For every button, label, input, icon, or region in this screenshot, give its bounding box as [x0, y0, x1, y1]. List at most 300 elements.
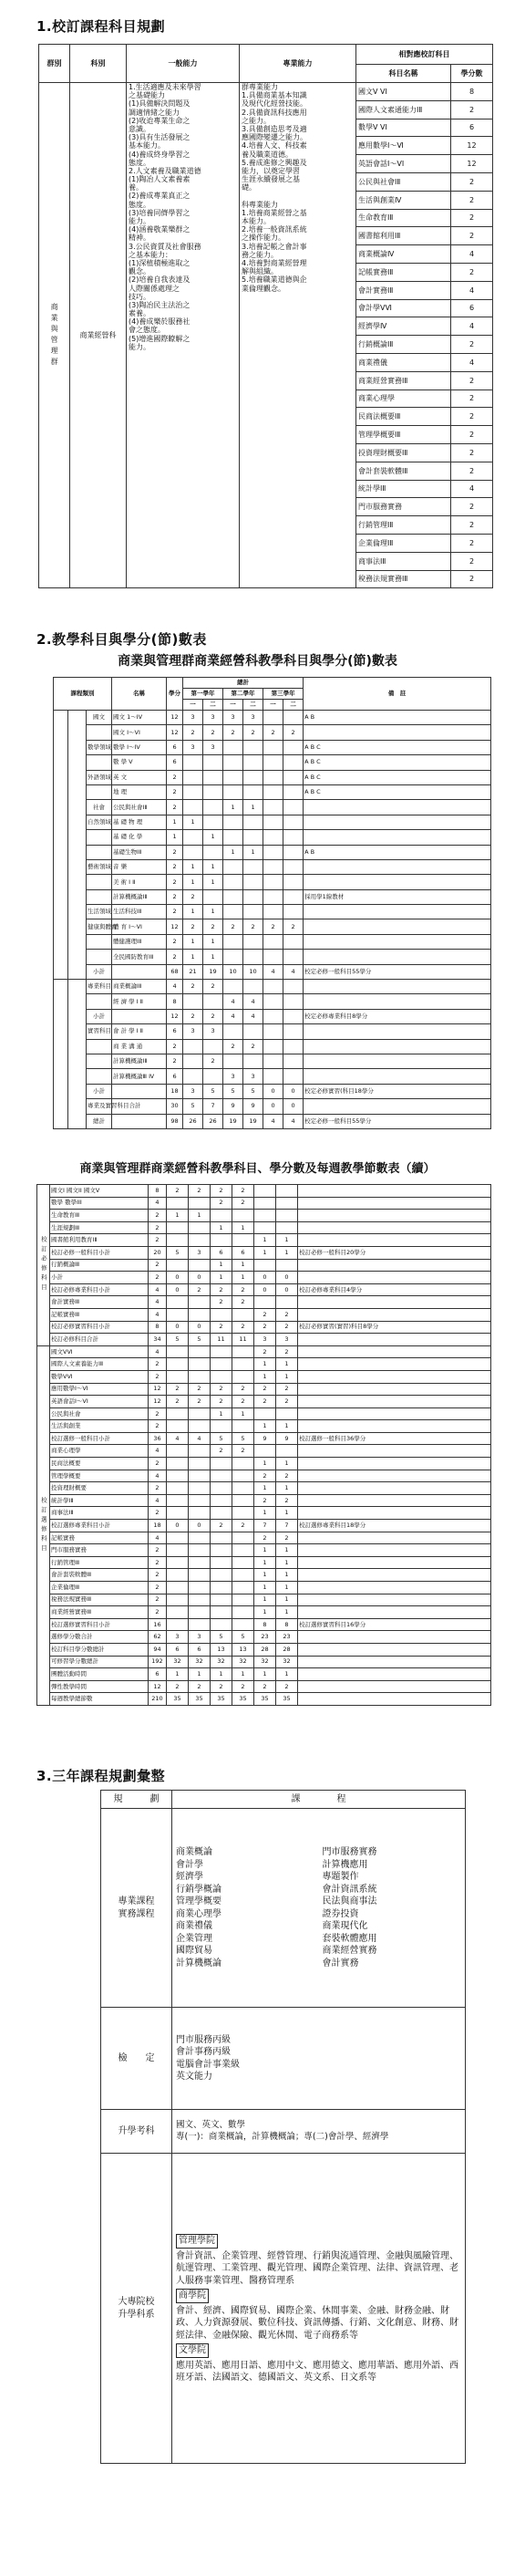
s2b-cell: 18: [149, 1520, 167, 1532]
s2b-cell: 35: [189, 1693, 211, 1706]
s2b-cell: [189, 1507, 211, 1520]
s2-remark: A B C: [304, 740, 491, 754]
course-name: 商業禮儀: [356, 353, 451, 371]
s2b-cell: [276, 1197, 298, 1210]
s2b-row: [37, 1407, 491, 1420]
s2b-row: [37, 1520, 491, 1532]
s2b-cell: 1: [254, 1556, 276, 1569]
s2b-cell: 1: [254, 1358, 276, 1371]
s2-remark: A B C: [304, 784, 491, 799]
s2-cell: 2: [167, 934, 183, 949]
s2b-cell: 11: [211, 1334, 232, 1346]
s2b-cell: 3: [167, 1631, 189, 1644]
s2b-cell: 210: [149, 1693, 167, 1706]
s2b-cell: [167, 1618, 189, 1631]
s2b-cell: 0: [189, 1520, 211, 1532]
s2b-subject: 商事法ⅠⅡ: [50, 1507, 149, 1520]
s2b-subject: 民商法概要: [50, 1458, 149, 1470]
s2b-row: [37, 1370, 491, 1383]
s2b-cell: 1: [254, 1246, 276, 1259]
course-name: 會計實務ⅠⅡ: [356, 281, 451, 299]
s2b-row: [37, 1197, 491, 1210]
s2b-cell: 0: [167, 1283, 189, 1296]
s2-cell: 1: [183, 859, 203, 874]
s2-row: [54, 770, 491, 784]
s2-cell: 1: [203, 830, 223, 845]
group-name: 商業與管理群: [39, 83, 70, 588]
s2b-cell: 35: [254, 1693, 276, 1706]
course-credit: 12: [451, 137, 493, 155]
s2-term: 二: [283, 700, 304, 711]
course-credit: 6: [451, 299, 493, 317]
s2-grade-1: 第一學年: [183, 689, 223, 700]
s2b-cell: 2: [254, 1470, 276, 1482]
s2b-cell: [211, 1582, 232, 1594]
s2-cell: 3: [243, 711, 263, 725]
s2b-remark: 校訂選修實習科目16學分: [298, 1618, 491, 1631]
s2b-cell: 2: [149, 1210, 167, 1222]
s2b-cell: 2: [167, 1396, 189, 1408]
header-general: 一般能力: [127, 45, 240, 83]
course-credit: 2: [451, 336, 493, 354]
s2-cell: [183, 784, 203, 799]
course-credit: 4: [451, 353, 493, 371]
course-credit: 2: [451, 227, 493, 245]
course-row: [39, 83, 493, 101]
course-name: 統計學ⅠⅡ: [356, 480, 451, 498]
s2b-cell: [211, 1494, 232, 1507]
s2-remark: [304, 919, 491, 934]
s2-cell: 2: [183, 980, 203, 994]
s2b-cell: [232, 1308, 254, 1321]
s2b-cell: [211, 1532, 232, 1544]
s2b-subject: 企業倫理ⅠⅡ: [50, 1582, 149, 1594]
s2b-cell: [232, 1358, 254, 1371]
s2b-cell: 8: [276, 1618, 298, 1631]
s2-cell: [203, 1069, 223, 1084]
s2b-cell: 32: [167, 1656, 189, 1668]
s2-remark: [304, 994, 491, 1009]
course-credit: 2: [451, 390, 493, 408]
s2-cell: 7: [203, 1099, 223, 1114]
s2b-cell: [211, 1544, 232, 1557]
s2b-subject: 校訂必修實習科目小計: [50, 1321, 149, 1334]
s2b-cell: [211, 1569, 232, 1582]
s2-row: [54, 964, 491, 979]
s2b-remark: [298, 1334, 491, 1346]
s2b-cell: 2: [189, 1396, 211, 1408]
s2b-remark: [298, 1631, 491, 1644]
s2b-cell: 192: [149, 1656, 167, 1668]
s2-subject: [112, 1114, 167, 1128]
s2b-cell: 2: [254, 1383, 276, 1396]
s2b-subject: 記帳實務: [50, 1532, 149, 1544]
header-group: 群別: [39, 45, 70, 83]
s2-cell: [263, 755, 283, 770]
s2b-cell: [276, 1185, 298, 1198]
s2b-cell: [232, 1370, 254, 1383]
s2b-cell: [254, 1259, 276, 1272]
s2-subcat: [87, 1054, 112, 1068]
s2-cell: 5: [203, 1084, 223, 1098]
s2b-cell: 1: [276, 1668, 298, 1681]
s2-subcat: [87, 1039, 112, 1054]
s2-cell: [243, 1024, 263, 1039]
s2b-remark: [298, 1532, 491, 1544]
s2b-remark: [298, 1507, 491, 1520]
s2-subcat: [87, 1069, 112, 1084]
s2-cell: [223, 950, 243, 964]
course-name: 記帳實務ⅠⅡ: [356, 263, 451, 281]
s2-cell: [243, 830, 263, 845]
s2b-subject: 會計套裝軟體ⅠⅡ: [50, 1569, 149, 1582]
s2b-cell: [167, 1407, 189, 1420]
s2-cell: [243, 784, 263, 799]
s2b-cell: 36: [149, 1432, 167, 1445]
s2-cell: [223, 1054, 243, 1068]
s2-subject: [112, 1084, 167, 1098]
s2-cell: [263, 770, 283, 784]
s2b-cell: [189, 1458, 211, 1470]
s2b-cell: 1: [232, 1259, 254, 1272]
s2-cell: 2: [263, 919, 283, 934]
s2b-cell: 0: [167, 1321, 189, 1334]
s2b-cell: [232, 1606, 254, 1619]
course-name: 投資理財概要ⅠⅡ: [356, 443, 451, 462]
s2b-cell: 1: [276, 1482, 298, 1495]
course-name: 會計套裝軟體ⅠⅡ: [356, 462, 451, 480]
s2-cell: [263, 1024, 283, 1039]
s2b-cell: 2: [149, 1221, 167, 1234]
s2b-cell: [254, 1197, 276, 1210]
s2-remark: 校定必修專業科目8學分: [304, 1009, 491, 1023]
s2b-cell: [167, 1420, 189, 1433]
s2b-cell: [167, 1259, 189, 1272]
s2b-cell: 1: [254, 1420, 276, 1433]
s2b-cell: 35: [232, 1693, 254, 1706]
s2-cell: [223, 755, 243, 770]
s2-subcat: [87, 845, 112, 859]
s2b-cell: [189, 1345, 211, 1358]
s2b-remark: [298, 1544, 491, 1557]
s2-cell: 2: [183, 889, 203, 904]
s2-subject: 數 學 Ⅴ: [112, 755, 167, 770]
s2-cell: [283, 770, 304, 784]
s2b-remark: [298, 1272, 491, 1284]
s2b-cell: [232, 1507, 254, 1520]
s2b-subject: 數學VⅥ: [50, 1370, 149, 1383]
s2-grade-3: 第三學年: [263, 689, 304, 700]
s2b-cell: 2: [211, 1383, 232, 1396]
s2-remark: [304, 815, 491, 829]
s2b-cell: 1: [232, 1272, 254, 1284]
s2b-remark: [298, 1197, 491, 1210]
s2-subject: 計算機概論ⅠⅡ: [112, 889, 167, 904]
s2b-cell: [211, 1370, 232, 1383]
s2-subcat: 國文: [87, 711, 112, 725]
s2-row: [54, 1069, 491, 1084]
course-name: 行銷管理ⅠⅡ: [356, 516, 451, 535]
s2b-cell: 2: [232, 1520, 254, 1532]
s2b-subject: 門市服務實務: [50, 1544, 149, 1557]
s2-row: [54, 905, 491, 919]
s2b-cell: 1: [276, 1556, 298, 1569]
s2b-group-elective: 校訂選修科目: [37, 1345, 50, 1705]
s2-cell: [243, 815, 263, 829]
s2b-cell: 2: [276, 1396, 298, 1408]
s2b-remark: [298, 1693, 491, 1706]
s2-cell: 12: [167, 725, 183, 740]
s2-cell: 2: [243, 725, 263, 740]
s2b-subject: 行銷概論ⅠⅡ: [50, 1259, 149, 1272]
s2b-remark: [298, 1606, 491, 1619]
course-name: 行銷概論ⅠⅡ: [356, 336, 451, 354]
s2b-row: [37, 1643, 491, 1656]
s2-subject: 會 計 學 I Ⅱ: [112, 1024, 167, 1039]
s2-cell: 2: [283, 919, 304, 934]
section2-title: 2.教學科目與學分(節)數表: [36, 631, 207, 648]
s2b-cell: [211, 1470, 232, 1482]
s2-cell: [283, 859, 304, 874]
s2b-cell: [276, 1259, 298, 1272]
s2-cell: [183, 1039, 203, 1054]
s3-group-literature: 文學院: [176, 2343, 209, 2358]
s2b-row: [37, 1259, 491, 1272]
s2b-cell: [276, 1210, 298, 1222]
s2b-cell: 2: [149, 1259, 167, 1272]
course-credit: 2: [451, 570, 493, 588]
s2b-cell: 4: [149, 1197, 167, 1210]
s2-subject: 基 礎 物 理: [112, 815, 167, 829]
s2b-cell: 5: [167, 1334, 189, 1346]
s2-cell: 6: [167, 740, 183, 754]
s2-cell: 2: [203, 1054, 223, 1068]
s2-subject: 商業概論ⅠⅡ: [112, 980, 167, 994]
s2-cell: [243, 755, 263, 770]
s2-subcat: [87, 755, 112, 770]
s2-cell: 0: [263, 1099, 283, 1114]
s2-row: [54, 1009, 491, 1023]
s2b-cell: 1: [276, 1582, 298, 1594]
s2b-cell: 0: [167, 1272, 189, 1284]
s2b-cell: 2: [254, 1680, 276, 1693]
s2b-row: [37, 1507, 491, 1520]
course-name: 數學V VI: [356, 119, 451, 137]
s2b-cell: 32: [232, 1656, 254, 1668]
s2b-cell: 2: [149, 1556, 167, 1569]
s2-cell: 2: [263, 725, 283, 740]
s2-cell: [223, 770, 243, 784]
s2b-cell: 2: [254, 1308, 276, 1321]
s2b-cell: 1: [254, 1569, 276, 1582]
s2b-cell: 2: [211, 1185, 232, 1198]
s2-header-category: 課程類別: [54, 678, 112, 711]
s2b-cell: [232, 1345, 254, 1358]
s2b-row: [37, 1221, 491, 1234]
s2-cell: [243, 875, 263, 889]
s3-univ-label: 大專院校 升學科系: [101, 2154, 172, 2464]
s2b-cell: 1: [211, 1407, 232, 1420]
s2-cell: [223, 830, 243, 845]
course-name: 民商法概要ⅠⅡ: [356, 408, 451, 426]
s2-cell: [263, 815, 283, 829]
s2b-cell: 23: [254, 1631, 276, 1644]
s2-cell: [283, 980, 304, 994]
s2b-cell: [211, 1210, 232, 1222]
s2b-cell: [167, 1234, 189, 1247]
s2-remark: A B C: [304, 755, 491, 770]
s2b-cell: [254, 1221, 276, 1234]
s2-cat-practice: [68, 980, 87, 1129]
s2b-cell: [167, 1358, 189, 1371]
s2b-cell: 2: [189, 1185, 211, 1198]
s2-cell: [203, 1039, 223, 1054]
s2b-cell: 2: [149, 1272, 167, 1284]
s2-cell: [203, 994, 223, 1009]
s2-cell: [223, 740, 243, 754]
s2b-cell: [254, 1407, 276, 1420]
s2-cell: [283, 784, 304, 799]
s2-cell: 2: [283, 725, 304, 740]
s2-subcat: [87, 725, 112, 740]
course-credit: 4: [451, 281, 493, 299]
s3-univ: [172, 2154, 466, 2464]
s2-cell: 26: [203, 1114, 223, 1128]
s2-remark: 採用學1線教材: [304, 889, 491, 904]
s2-cell: 4: [243, 994, 263, 1009]
s2-cell: 1: [183, 815, 203, 829]
s2b-cell: 4: [149, 1532, 167, 1544]
course-name: 國際人文素通能力ⅠⅡ: [356, 100, 451, 119]
s2-remark: A B: [304, 711, 491, 725]
s2b-cell: 4: [149, 1283, 167, 1296]
s2b-cell: 2: [211, 1283, 232, 1296]
s2-subcat: 數學領域: [87, 740, 112, 754]
s2-cell: 5: [183, 1099, 203, 1114]
s3-group-management: 管理學院: [176, 2234, 218, 2249]
s2b-cell: 1: [167, 1668, 189, 1681]
s2b-subject: 校訂選修實習科目小計: [50, 1618, 149, 1631]
s2b-cell: 5: [167, 1246, 189, 1259]
s2-cell: 2: [203, 725, 223, 740]
s2-cell: 6: [167, 755, 183, 770]
s2b-remark: [298, 1185, 491, 1198]
s2-cell: [183, 1069, 203, 1084]
s2-remark: [304, 859, 491, 874]
s2-subcat: 健康與體育: [87, 919, 112, 934]
s2-row: [54, 889, 491, 904]
s2b-cell: 1: [276, 1606, 298, 1619]
s2b-cell: 35: [167, 1693, 189, 1706]
s2-cell: 2: [167, 889, 183, 904]
s2-cell: [223, 889, 243, 904]
s2-cell: [283, 830, 304, 845]
s3-pro-left: 商業概論 會計學 經濟學 行銷學概論 管理學概要 商業心理學 商業禮儀 企業管理 國際貿易 計算機概論: [172, 1809, 319, 2008]
s2b-cell: 1: [254, 1668, 276, 1681]
s2-row: [54, 934, 491, 949]
s2b-subject: 校訂必修專業科目小計: [50, 1283, 149, 1296]
s2-row: [54, 1084, 491, 1098]
course-credit: 2: [451, 263, 493, 281]
course-credit: 4: [451, 480, 493, 498]
s3-exam: 國文、英文、數學 專(一)：商業概論，計算機概論；專(二)會計學、經濟學: [172, 2110, 466, 2154]
s2b-row: [37, 1246, 491, 1259]
s2b-row: [37, 1432, 491, 1445]
s2b-cell: 2: [276, 1494, 298, 1507]
s2b-cell: [167, 1221, 189, 1234]
s2b-row: [37, 1296, 491, 1309]
s2-subcat: 實習科目: [87, 1024, 112, 1039]
dept-name: 商業經營科: [70, 83, 127, 588]
s2-cell: [223, 905, 243, 919]
s2-cell: [203, 770, 223, 784]
s2-cell: 2: [203, 980, 223, 994]
s2b-cell: 2: [276, 1345, 298, 1358]
s2-cell: 5: [223, 1084, 243, 1098]
s2-cell: 2: [167, 905, 183, 919]
s2b-cell: 2: [211, 1296, 232, 1309]
s2b-cell: 2: [211, 1321, 232, 1334]
s2-cell: [243, 889, 263, 904]
s2b-cell: 2: [276, 1308, 298, 1321]
s2-cell: 1: [243, 845, 263, 859]
s2-cell: 68: [167, 964, 183, 979]
s2-cell: 3: [183, 711, 203, 725]
s2b-cell: [189, 1420, 211, 1433]
s2b-cell: [211, 1345, 232, 1358]
s2-cell: 2: [223, 919, 243, 934]
s2-row: [54, 1024, 491, 1039]
s2-cell: [283, 711, 304, 725]
s2-grade-2: 第二學年: [223, 689, 263, 700]
s2b-cell: 16: [149, 1618, 167, 1631]
s2b-cell: [211, 1420, 232, 1433]
s2-subject: 體 育 I～VI: [112, 919, 167, 934]
s2-row: [54, 711, 491, 725]
s2b-cell: [232, 1569, 254, 1582]
s2-cell: 1: [183, 934, 203, 949]
s2b-cell: 2: [276, 1321, 298, 1334]
s2b-cell: 35: [211, 1693, 232, 1706]
s2-subcat: 外語領域: [87, 770, 112, 784]
s2-subject: 國文 I～VI: [112, 725, 167, 740]
s3-header-plan: 規 劃: [101, 1791, 172, 1809]
s2-remark: [304, 725, 491, 740]
s2b-remark: [298, 1582, 491, 1594]
s2b-cell: 2: [232, 1383, 254, 1396]
s2-cell: [263, 859, 283, 874]
s2b-cell: 23: [276, 1631, 298, 1644]
s2b-row: [37, 1283, 491, 1296]
s2b-cell: [189, 1569, 211, 1582]
s2b-cell: 13: [232, 1643, 254, 1656]
s2b-cell: [189, 1582, 211, 1594]
s2b-row: [37, 1606, 491, 1619]
s2b-subject: 管理學概要: [50, 1470, 149, 1482]
s2b-cell: [232, 1482, 254, 1495]
s2b-cell: 6: [211, 1246, 232, 1259]
s2b-subject: 生涯規劃ⅠⅡ: [50, 1221, 149, 1234]
s2b-cell: 1: [276, 1246, 298, 1259]
s2-cell: 2: [167, 800, 183, 815]
s2b-cell: [232, 1544, 254, 1557]
s2-cell: 1: [243, 800, 263, 815]
s2b-cell: [211, 1234, 232, 1247]
s2b-cell: 5: [211, 1432, 232, 1445]
s2b-cell: 12: [149, 1383, 167, 1396]
s2-remark: [304, 875, 491, 889]
s2-cell: [263, 1054, 283, 1068]
